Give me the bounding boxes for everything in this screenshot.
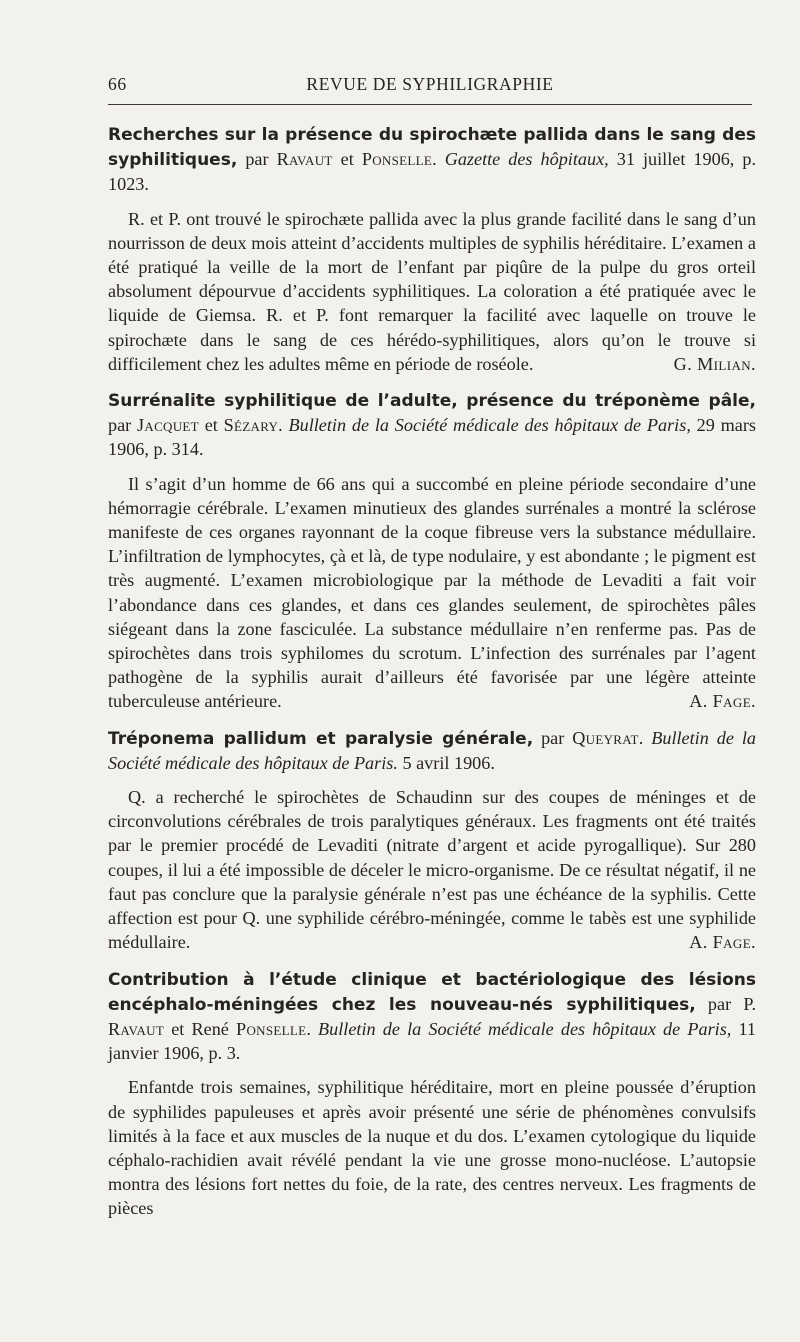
citation-sep: . — [638, 727, 652, 748]
article-body — [108, 1075, 756, 1220]
article-list — [108, 122, 756, 1233]
citation-details: 11 janvier 1906, p. 3. — [108, 1018, 756, 1064]
citation-details: 29 mars 1906, p. 314. — [108, 415, 756, 460]
header-rule — [108, 104, 752, 105]
article-title: Contribution à l’étude clinique et bactériologique des lésions encéphalo-méningées chez les nouveau-nés syphilitiques, — [108, 969, 756, 1015]
journal-name: Gazette des hôpitaux, — [444, 149, 609, 170]
citation-sep: . — [432, 149, 445, 170]
author-name: Queyrat — [572, 727, 639, 748]
citation-by: par — [237, 149, 277, 170]
body-text: R. et P. ont trouvé le spirochæte pallida avec la plus grande facilité dans le sang d’un nourrisson de deux mois atteint d’accidents multiples de syphilis héréditaire. L’examen a été pratiqué la veille de la mort de l’enfant par piqûre de la pulpe du gros orteil absolument dépourvue d’accidents syphilitiques. La coloration a été pratiquée avec le liquide de Giemsa. R. et P. font remarquer la facilité avec laquelle on trouve le spirochæte dans le sang de ces hérédo-syphilitiques, alors qu’on le trouve si difficilement chez les adultes même en période de roséole. — [108, 208, 756, 374]
article-title: Recherches sur la présence du spirochæte pallida dans le sang des syphilitiques, — [108, 125, 756, 171]
citation-and: et René — [164, 1018, 237, 1039]
reviewer-signature: A. Fage. — [689, 691, 756, 712]
journal-name: Bulletin de la Société médicale des hôpitaux de Paris. — [108, 727, 756, 773]
citation-by: par — [108, 415, 138, 436]
author-name: Jacquet — [137, 415, 199, 436]
author-name: Ponselle — [236, 1018, 307, 1039]
author-name: Ravaut — [108, 1018, 165, 1039]
citation-and: et — [332, 149, 362, 170]
article-citation — [108, 967, 756, 1066]
reviewer-signature: A. Fage. — [689, 932, 756, 953]
body-text: Enfantde trois semaines, syphilitique héréditaire, mort en pleine poussée d’éruption de syphilides papuleuses et après avoir présenté une série de phénomènes convulsifs limités à la face et aux muscles de la nuque et du dos. L’examen cytologique du liquide céphalo-rachidien avait révélé pendant la vie une grosse mono-nucléose. L’autopsie montra des lésions fort nettes du foie, de la rate, des centres nerveux. Les fragments de pièces — [108, 1077, 756, 1219]
article-title: Tréponema pallidum et paralysie générale, — [108, 728, 534, 749]
citation-details: 31 juillet 1906, p. 1023. — [108, 149, 756, 195]
article-entry — [108, 726, 756, 955]
article-citation — [108, 388, 756, 462]
article-entry — [108, 967, 756, 1221]
reviewer-signature: G. Milian. — [673, 353, 756, 374]
journal-name: Bulletin de la Société médicale des hôpitaux de Paris, — [318, 1018, 732, 1039]
article-entry — [108, 122, 756, 376]
article-title: Surrénalite syphilitique de l’adulte, présence du tréponème pâle, — [108, 391, 756, 412]
page-number: 66 — [108, 74, 127, 94]
article-citation — [108, 726, 756, 775]
citation-by: par — [533, 727, 573, 748]
article-body — [108, 785, 756, 954]
citation-by: par P. — [695, 993, 756, 1014]
journal-name: Bulletin de la Société médicale des hôpitaux de Paris, — [288, 415, 691, 436]
body-text: Q. a recherché le spirochètes de Schaudinn sur des coupes de méninges et de circonvolutions cérébrales de trois paralytiques généraux. Les fragments ont été traités par le premier procédé de Levaditi (nitrate d’argent et acide pyrogallique). Sur 280 coupes, il lui a été impossible de déceler le micro-organisme. De ce résultat négatif, il ne faut pas conclure que la paralysie générale n’est pas une échéance de la syphilis. Cette affection est pour Q. une syphilide cérébro-méningée, comme le tabès est une syphilide médullaire. — [108, 787, 756, 953]
article-entry — [108, 388, 756, 714]
author-name: Sézary — [223, 415, 279, 436]
citation-and: et — [198, 415, 224, 436]
article-body — [108, 472, 756, 714]
running-title: REVUE DE SYPHILIGRAPHIE — [306, 74, 554, 94]
citation-sep: . — [306, 1018, 319, 1039]
article-citation — [108, 122, 756, 197]
citation-details: 5 avril 1906. — [397, 752, 495, 773]
page-header — [108, 72, 752, 102]
citation-sep: . — [278, 415, 289, 436]
author-name: Ponselle — [361, 149, 433, 170]
article-body — [108, 207, 756, 376]
body-text: Il s’agit d’un homme de 66 ans qui a succombé en pleine période secondaire d’une hémorragie cérébrale. L’examen minutieux des glandes surrénales a montré la sclérose manifeste de ces organes rayonnant de la coque fibreuse vers la substance médullaire. L’infiltration de lymphocytes, çà et là, de type nodulaire, y est abondante ; le pigment est très augmenté. L’examen microbiologique par la méthode de Levaditi a fait voir l’abondance dans ces glandes, et dans ces glandes seulement, de spirochètes pâles siégeant dans la zone fasciculée. La substance médullaire n’en renferme pas. Pas de spirochètes dans trois syphilomes du scrotum. L’infection des surrénales par l’agent pathogène de la syphilis aurait d’ailleurs été favorisée par une légère atteinte tuberculeuse antérieure. — [108, 473, 756, 712]
author-name: Ravaut — [276, 149, 333, 170]
